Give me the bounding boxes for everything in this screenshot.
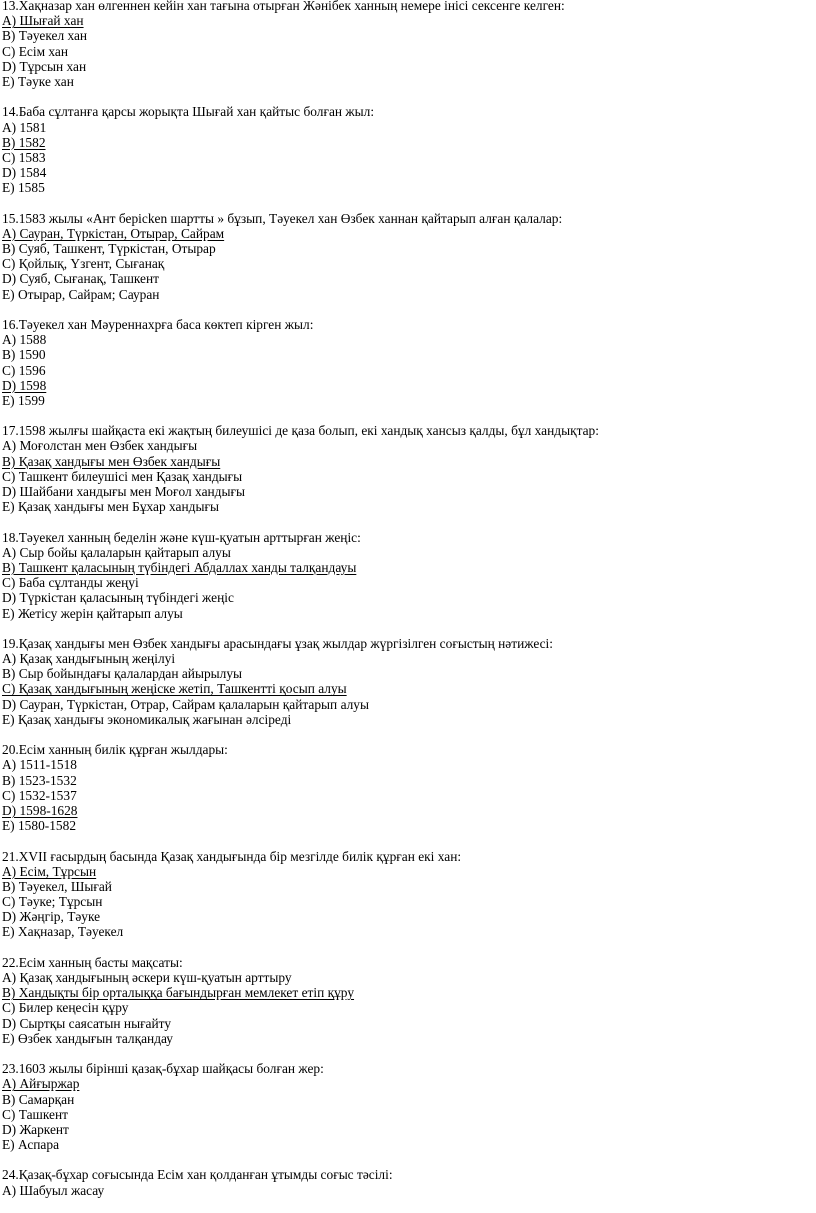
answer-option: [2, 894, 812, 909]
answer-option-text: A) Шабуыл жасау: [2, 1182, 105, 1198]
answer-option: [2, 757, 812, 772]
answer-option: [2, 393, 812, 408]
answer-option: [2, 970, 812, 985]
question-stem: 22.Есім ханның басты мақсаты:: [2, 954, 183, 970]
answer-option-text: D) 1598-1628: [2, 802, 78, 818]
answer-option-text: C) Баба сұлтанды жеңуі: [2, 575, 139, 591]
answer-option-correct: [2, 864, 812, 879]
answer-option: [2, 44, 812, 59]
question-block: [2, 742, 812, 833]
answer-option-text: A) Шығай хан: [2, 13, 84, 29]
question-block: [2, 849, 812, 940]
answer-option: [2, 28, 812, 43]
question-block: [2, 530, 812, 621]
answer-option: [2, 74, 812, 89]
answer-option-text: B) Қазақ хандығы мен Өзбек хандығы: [2, 453, 221, 469]
answer-option-text: C) Қазақ хандығының жеңіске жетіп, Ташкентті қосып алуы: [2, 681, 347, 697]
answer-option: [2, 484, 812, 499]
answer-option: [2, 469, 812, 484]
answer-option-text: B) Самарқан: [2, 1091, 75, 1107]
answer-option-text: B) Ташкент қаласының түбіндегі Абдаллах ханды талқандауы: [2, 559, 357, 575]
question-stem: 19.Қазақ хандығы мен Өзбек хандығы арасындағы ұзақ жылдар жүргізілген соғыстың нәтижесі:: [2, 635, 553, 651]
question-stem: 14.Баба сұлтанға қарсы жорықта Шығай хан қайтыс болған жыл:: [2, 104, 375, 120]
answer-option-text: E) Хақназар, Тәуекел: [2, 924, 124, 940]
answer-option-correct: [2, 135, 812, 150]
answer-option-text: D) Суяб, Сығанақ, Ташкент: [2, 271, 160, 287]
answer-option-text: A) Қазақ хандығының әскери күш-қуатын арттыру: [2, 970, 292, 985]
answer-option-text: D) Жаркент: [2, 1121, 69, 1137]
answer-option: [2, 818, 812, 833]
question-stem: 16.Тәуекел хан Мәуреннахрға баса көктеп кірген жыл:: [2, 316, 314, 332]
answer-option-text: D) Шайбани хандығы мен Моғол хандығы: [2, 484, 245, 499]
question-stem: 18.Тәуекел ханның беделін және күш-қуатын арттырған жеңіс:: [2, 529, 361, 545]
answer-option-text: B) Тәуекел хан: [2, 28, 88, 44]
answer-option: [2, 499, 812, 514]
answer-option-text: D) 1598: [2, 377, 47, 393]
answer-option-text: C) 1583: [2, 149, 46, 165]
answer-option: [2, 59, 812, 74]
answer-option-text: D) Сыртқы саясатын нығайту: [2, 1015, 172, 1031]
answer-option-text: A) 1588: [2, 332, 47, 348]
answer-option-text: A) 1581: [2, 119, 47, 135]
question-stem: 13.Хақназар хан өлгеннен кейін хан тағына отырған Жәнібек ханның немере інісі сексенге келген:: [2, 0, 565, 13]
answer-option: [2, 1137, 812, 1152]
answer-option-text: C) Ташкент: [2, 1106, 68, 1122]
answer-option: [2, 287, 812, 302]
answer-option-text: E) 1580-1582: [2, 818, 77, 834]
question-block: [2, 636, 812, 727]
answer-option: [2, 606, 812, 621]
answer-option-text: D) Тұрсын хан: [2, 58, 87, 74]
question-block: [2, 423, 812, 514]
question-block: [2, 1167, 812, 1197]
answer-option: [2, 879, 812, 894]
answer-option: [2, 1016, 812, 1031]
answer-option-text: E) Отырар, Сайрам; Сауран: [2, 286, 160, 302]
answer-option-text: C) Қойлық, Үзгент, Сығанақ: [2, 256, 165, 272]
answer-option-text: B) 1590: [2, 347, 46, 363]
answer-option: [2, 347, 812, 362]
answer-option-correct: [2, 13, 812, 28]
answer-option-text: E) 1599: [2, 392, 45, 408]
answer-option-text: A) Сыр бойы қалаларын қайтарып алуы: [2, 544, 231, 560]
answer-option-text: C) Ташкент билеушісі мен Қазақ хандығы: [2, 468, 243, 484]
answer-option-text: E) Қазақ хандығы мен Бұхар хандығы: [2, 499, 219, 515]
answer-option: [2, 438, 812, 453]
answer-option: [2, 165, 812, 180]
answer-option: [2, 256, 812, 271]
answer-option-text: C) 1532-1537: [2, 787, 77, 803]
answer-option-text: C) 1596: [2, 362, 46, 378]
answer-option-text: E) Қазақ хандығы экономикалық жағынан әлсіреді: [2, 711, 292, 727]
answer-option: [2, 909, 812, 924]
answer-option-text: D) 1584: [2, 165, 47, 181]
answer-option: [2, 697, 812, 712]
answer-option-text: A) Қазақ хандығының жеңілуі: [2, 651, 176, 667]
answer-option: [2, 241, 812, 256]
answer-option-text: C) Есім хан: [2, 43, 69, 59]
answer-option-text: E) Өзбек хандығын талқандау: [2, 1030, 173, 1046]
question-stem: 23.1603 жылы бірінші қазақ-бұхар шайқасы болған жер:: [2, 1061, 324, 1077]
answer-option-text: C) Тәуке; Тұрсын: [2, 894, 103, 910]
answer-option: [2, 590, 812, 605]
answer-option: [2, 150, 812, 165]
question-block: [2, 1061, 812, 1152]
answer-option-correct: [2, 803, 812, 818]
question-block: [2, 955, 812, 1046]
question-stem: 24.Қазақ-бұхар соғысында Есім хан қолданған ұтымды соғыс тәсілі:: [2, 1167, 393, 1183]
answer-option: [2, 1183, 812, 1198]
answer-option-text: D) Жәңгір, Тәуке: [2, 909, 101, 925]
answer-option-text: B) Сыр бойындағы қалалардан айырылуы: [2, 666, 243, 682]
answer-option: [2, 712, 812, 727]
answer-option: [2, 1122, 812, 1137]
answer-option: [2, 575, 812, 590]
answer-option: [2, 271, 812, 286]
answer-option: [2, 545, 812, 560]
answer-option-text: E) Тәуке хан: [2, 73, 74, 89]
question-block: [2, 211, 812, 302]
question-block: [2, 317, 812, 408]
answer-option-text: B) Тәуекел, Шығай: [2, 878, 112, 894]
answer-option: [2, 788, 812, 803]
answer-option-text: A) Айғыржар: [2, 1076, 80, 1092]
answer-option-correct: [2, 454, 812, 469]
answer-option-correct: [2, 560, 812, 575]
answer-option-correct: [2, 226, 812, 241]
answer-option-text: E) Аспара: [2, 1137, 60, 1153]
answer-option-correct: [2, 681, 812, 696]
answer-option-text: B) Хандықты бір орталыққа бағындырған мемлекет етіп құру: [2, 985, 355, 1001]
answer-option-text: A) Моғолстан мен Өзбек хандығы: [2, 438, 198, 454]
question-block: [2, 0, 812, 89]
answer-option-text: B) 1582: [2, 134, 46, 150]
answer-option: [2, 120, 812, 135]
answer-option: [2, 180, 812, 195]
answer-option: [2, 332, 812, 347]
answer-option: [2, 363, 812, 378]
question-block: [2, 104, 812, 195]
answer-option-text: C) Билер кеңесін құру: [2, 1000, 129, 1016]
answer-option: [2, 1092, 812, 1107]
answer-option-text: B) 1523-1532: [2, 772, 77, 788]
answer-option: [2, 1107, 812, 1122]
answer-option-text: B) Суяб, Ташкент, Түркістан, Отырар: [2, 241, 216, 256]
answer-option-correct: [2, 378, 812, 393]
question-stem: 17.1598 жылғы шайқаста екі жақтың билеушісі де қаза болып, екі хандық хансыз қалды, бұл хандықтар:: [2, 423, 599, 439]
answer-option-text: A) 1511-1518: [2, 757, 78, 773]
question-stem: 20.Есім ханның билік құрған жылдары:: [2, 742, 228, 758]
answer-option-text: D) Түркістан қаласының түбіндегі жеңіс: [2, 590, 234, 606]
answer-option: [2, 1031, 812, 1046]
answer-option: [2, 651, 812, 666]
answer-option: [2, 1000, 812, 1015]
answer-option-correct: [2, 1076, 812, 1091]
answer-option: [2, 924, 812, 939]
answer-option-text: A) Сауран, Түркістан, Отырар, Сайрам: [2, 225, 225, 241]
answer-option-correct: [2, 985, 812, 1000]
answer-option: [2, 666, 812, 681]
answer-option: [2, 773, 812, 788]
question-stem: 15.1583 жылы «Ант берісken шартты » бұзып, Тәуекел хан Өзбек ханнан қайтарып алған қалалар:: [2, 210, 563, 226]
answer-option-text: E) Жетісу жерін қайтарып алуы: [2, 605, 183, 621]
answer-option-text: A) Есім, Тұрсын: [2, 863, 97, 879]
answer-option-text: E) 1585: [2, 180, 45, 196]
question-stem: 21.XVII ғасырдың басында Қазақ хандығында бір мезгілде билік құрған екі хан:: [2, 848, 462, 864]
answer-option-text: D) Сауран, Түркістан, Отрар, Сайрам қалаларын қайтарып алуы: [2, 696, 370, 712]
